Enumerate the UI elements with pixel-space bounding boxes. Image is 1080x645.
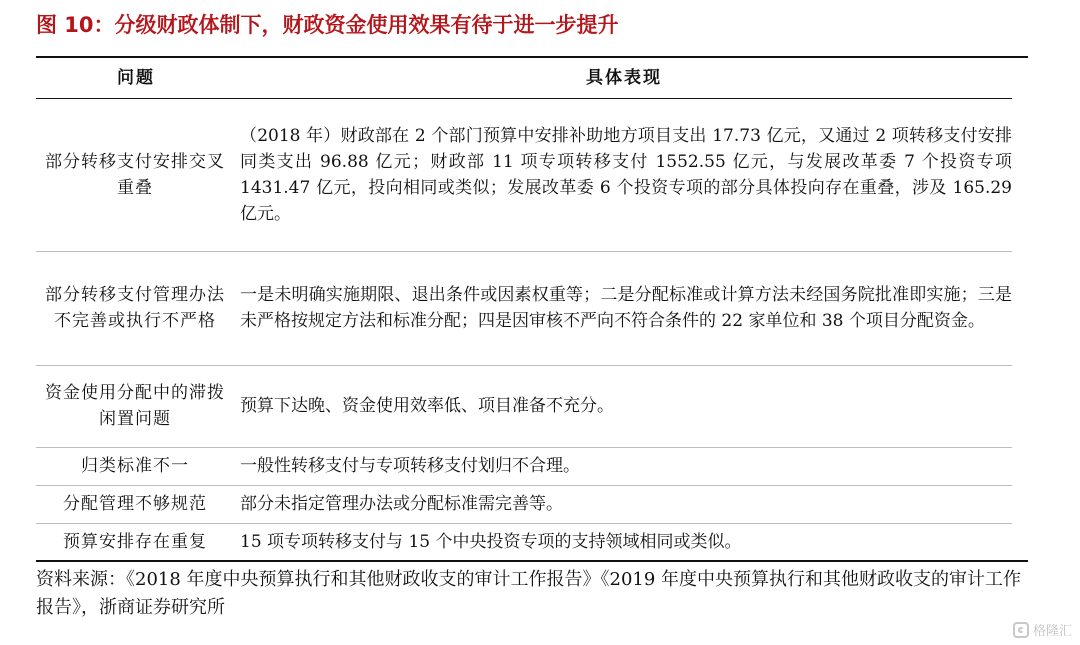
table-row-issue: 部分转移支付安排交叉重叠: [45, 152, 225, 198]
table-row-issue: 分配管理不够规范: [63, 494, 207, 514]
watermark-text: 格隆汇: [1032, 624, 1072, 639]
table-row-issue: 部分转移支付管理办法不完善或执行不严格: [45, 285, 225, 331]
table-row-detail: （2018 年）财政部在 2 个部门预算中安排补助地方项目支出 17.73 亿元，又通过 2 项转移支付安排同类支出 96.88 亿元；财政部 11 项专项转移支付 1552.55 亿元，与发展改革委 7 个投资专项 1431.47 亿元，投向相同或类似；发展改革委 6 个投资专项的部分具体投向存在重叠，涉及 165.29 亿元。: [240, 126, 1012, 224]
gelonghui-logo-icon: [1013, 622, 1029, 638]
table-row-detail: 部分未指定管理办法或分配标准需完善等。: [240, 494, 563, 514]
table-row-detail: 一般性转移支付与专项转移支付划归不合理。: [240, 456, 580, 476]
header-detail: 具体表现: [586, 68, 662, 88]
table-row-issue: 归类标准不一: [81, 456, 189, 476]
table-row-issue: 资金使用分配中的滞拨闲置问题: [45, 383, 225, 429]
table-row-detail: 15 项专项转移支付与 15 个中央投资专项的支持领域相同或类似。: [240, 532, 742, 552]
figure-title: 图 10：分级财政体制下，财政资金使用效果有待于进一步提升: [36, 13, 619, 37]
header-issue: 问题: [117, 68, 155, 88]
table-row-detail: 预算下达晚、资金使用效率低、项目准备不充分。: [240, 396, 614, 416]
table-row-issue: 预算安排存在重复: [63, 532, 207, 552]
watermark: [1013, 620, 1072, 639]
table-row-detail: 一是未明确实施期限、退出条件或因素权重等；二是分配标准或计算方法未经国务院批准即实施；三是未严格按规定方法和标准分配；四是因审核不严向不符合条件的 22 家单位和 38 个项目分配资金。: [240, 285, 1012, 331]
table-top-rule: [36, 56, 1028, 58]
table-bottom-rule: [36, 560, 1028, 562]
table-header-rule: [36, 98, 1012, 99]
source-note: 资料来源：《2018 年度中央预算执行和其他财政收支的审计工作报告》《2019 年度中央预算执行和其他财政收支的审计工作报告》，浙商证券研究所: [36, 569, 1022, 618]
